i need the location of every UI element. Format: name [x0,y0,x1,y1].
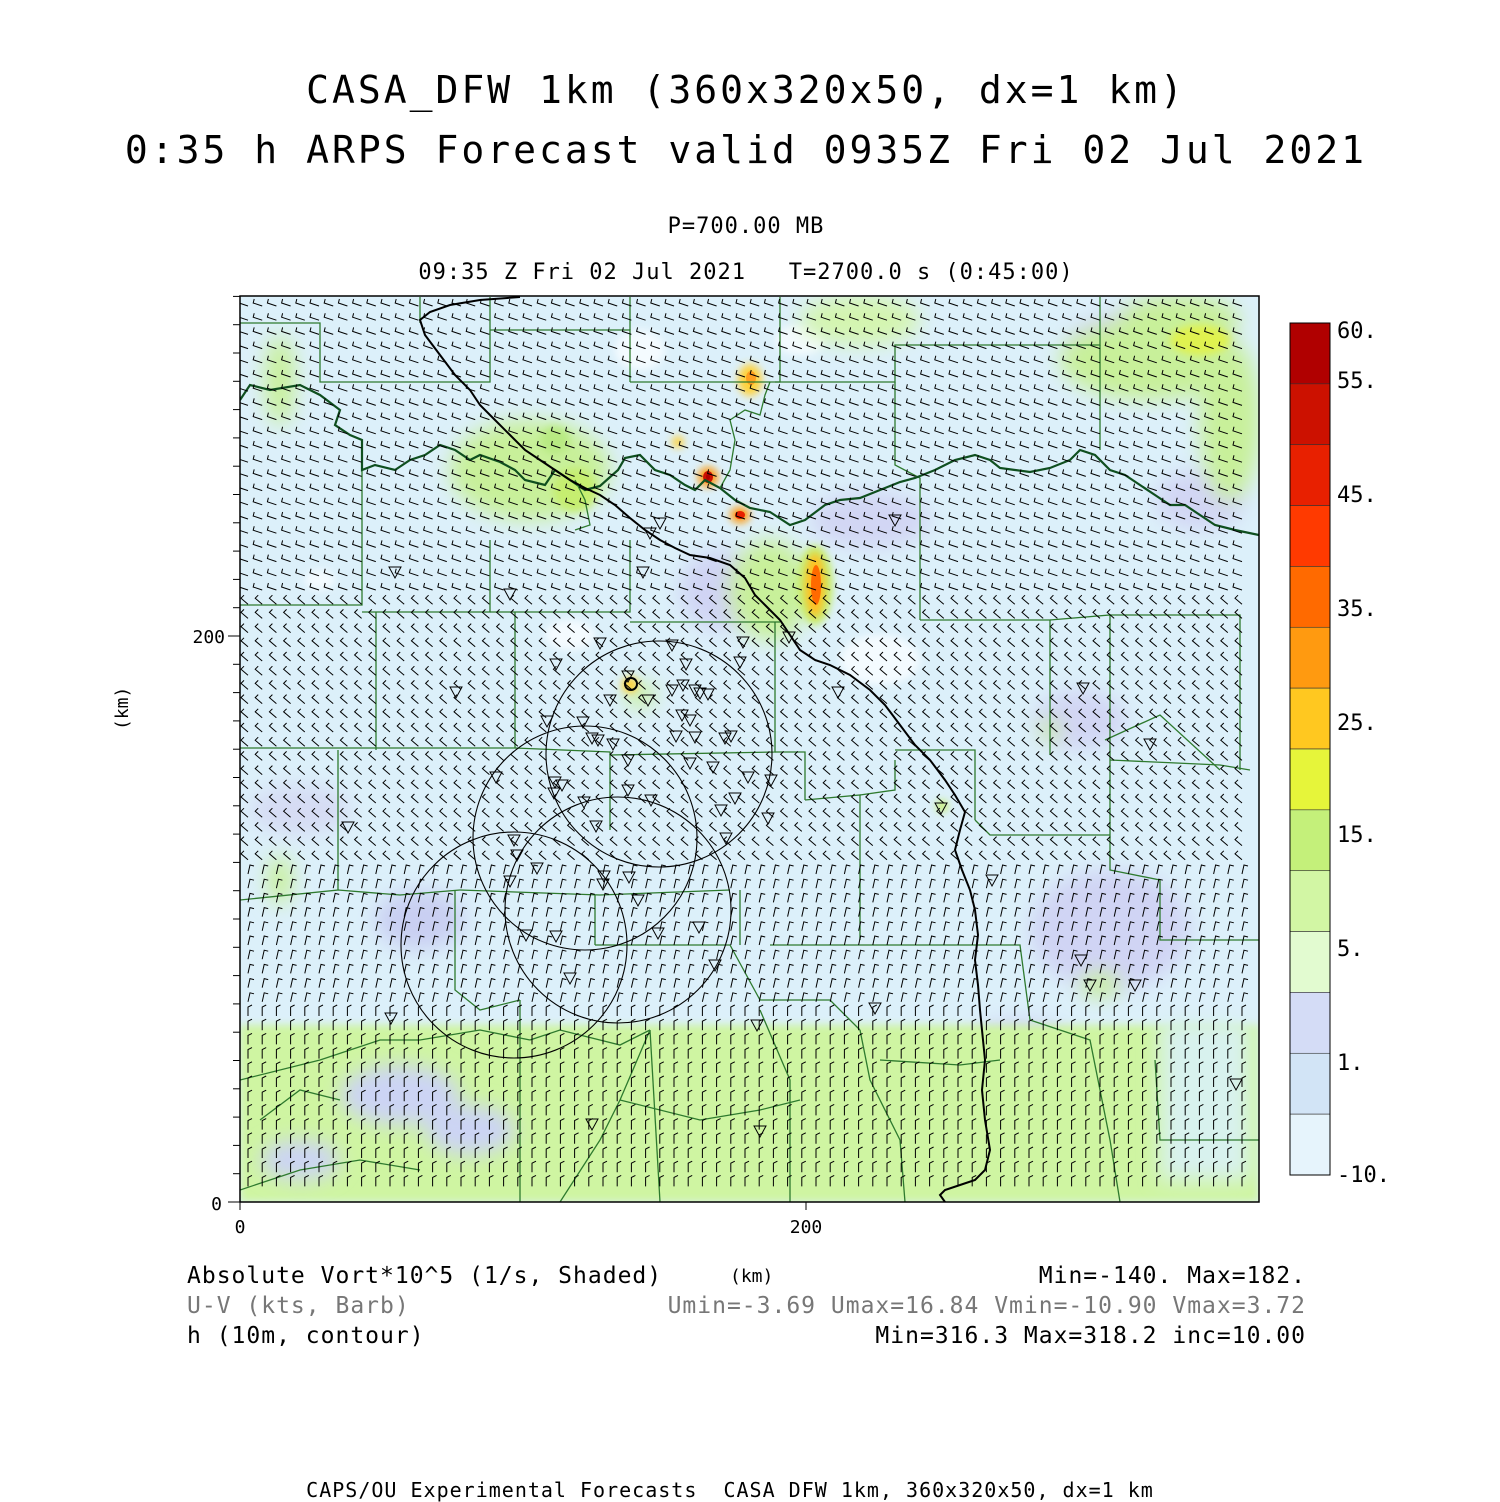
pressure-level: P=700.00 MB [667,214,825,239]
colorbar-swatch [1290,323,1330,384]
x-axis-label: (km) [730,1266,774,1287]
colorbar-swatch [1290,932,1330,993]
colorbar-swatch [1290,1114,1330,1175]
x-tick-label: 200 [789,1217,823,1238]
colorbar-swatch [1290,871,1330,932]
colorbar-swatch [1290,627,1330,688]
colorbar-label: 25. [1337,711,1377,736]
colorbar-label: 45. [1337,483,1377,508]
y-axis-label: (km) [112,686,133,730]
field3-stats: Min=316.3 Max=318.2 inc=10.00 [875,1323,1306,1349]
footer-credit: CAPS/OU Experimental Forecasts CASA DFW 1km, 360x320x50, dx=1 km [306,1478,1154,1502]
colorbar-label: -10. [1337,1163,1390,1188]
colorbar-label: 15. [1337,823,1377,848]
colorbar-swatch [1290,688,1330,749]
y-tick-label: 200 [192,627,225,648]
colorbar-label: 1. [1337,1051,1364,1076]
field3-label: h (10m, contour) [187,1323,425,1349]
colorbar-swatch [1290,749,1330,810]
colorbar-label: 55. [1337,369,1377,394]
colorbar-swatch [1290,384,1330,445]
colorbar-label: 5. [1337,937,1364,962]
field2-stats: Umin=-3.69 Umax=16.84 Vmin=-10.90 Vmax=3.72 [667,1293,1306,1319]
colorbar-swatch [1290,810,1330,871]
colorbar-label: 60. [1337,319,1377,344]
model-time: 09:35 Z Fri 02 Jul 2021 T=2700.0 s (0:45:00) [418,260,1074,285]
colorbar-swatch [1290,506,1330,567]
colorbar-label: 35. [1337,597,1377,622]
field2-label: U-V (kts, Barb) [187,1293,410,1319]
color-bar-labels [1337,319,1390,1188]
forecast-valid-time: 0:35 h ARPS Forecast valid 0935Z Fri 02 Jul 2021 [124,128,1368,172]
colorbar-swatch [1290,992,1330,1053]
forecast-title: CASA_DFW 1km (360x320x50, dx=1 km) [306,68,1186,112]
field1-label: Absolute Vort*10^5 (1/s, Shaded) [187,1263,663,1289]
x-tick-label: 0 [234,1217,246,1238]
y-tick-label: 0 [211,1194,222,1215]
colorbar-swatch [1290,445,1330,506]
field1-stats: Min=-140. Max=182. [1038,1263,1306,1289]
colorbar-swatch [1290,1053,1330,1114]
color-bar [1290,323,1330,1175]
colorbar-swatch [1290,566,1330,627]
